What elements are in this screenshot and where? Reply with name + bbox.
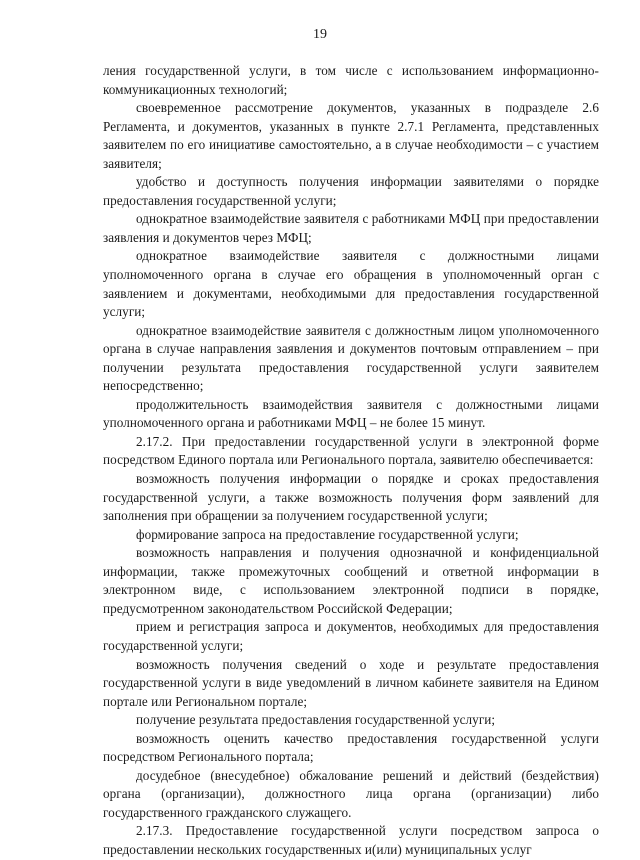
section-paragraph: 2.17.3. Предоставление государственной услуги посредством запроса о предоставлении нескольких государственных и(или) муниципальных услуг	[103, 823, 599, 857]
paragraph: удобство и доступность получения информации заявителями о порядке предоставления государственной услуги;	[103, 174, 599, 208]
paragraph: возможность получения сведений о ходе и результате предоставления государственной услуги в виде уведомлений в личном кабинете заявителя на Едином портале или Региональном портале;	[103, 656, 599, 709]
paragraph: однократное взаимодействие заявителя с работниками МФЦ при предоставлении заявления и документов через МФЦ;	[103, 211, 599, 245]
section-paragraph: 2.17.2. При предоставлении государственной услуги в электронной форме посредством Единого портала или Регионального портала, заявителю обеспечивается:	[103, 433, 599, 468]
paragraph: однократное взаимодействие заявителя с должностным лицом уполномоченного органа в случае направления заявления и документов почтовым отправлением – при получении результата предоставления государственной услуги заявителем непосредственно;	[103, 322, 599, 394]
paragraph: продолжительность взаимодействия заявителя с должностными лицами уполномоченного органа и работниками МФЦ – не более 15 минут.	[103, 396, 599, 431]
paragraph: получение результата предоставления государственной услуги;	[136, 712, 496, 728]
paragraph: возможность направления и получения однозначной и конфиденциальной информации, также промежуточных сообщений и ответной информации в электронном виде, с использованием электронной подписи в порядке, предусмотренном законодательством Российской Федерации;	[103, 545, 599, 616]
paragraph: ления государственной услуги, в том числе с использованием информационно-коммуникационных технологий;	[103, 63, 599, 97]
paragraph: своевременное рассмотрение документов, указанных в подразделе 2.6 Регламента, и документов, указанных в пункте 2.7.1 Регламента, представленных заявителем по его инициативе самостоятельно, а в случае необходимости – с участием заявителя;	[103, 100, 599, 171]
document-body	[103, 62, 599, 860]
paragraph: однократное взаимодействие заявителя с должностными лицами уполномоченного органа в случае его обращения в уполномоченный орган с заявлением и документами, необходимыми для предоставления государственной услуги;	[103, 248, 599, 320]
paragraph: формирование запроса на предоставление государственной услуги;	[136, 526, 519, 542]
paragraph: прием и регистрация запроса и документов, необходимых для предоставления государственной услуги;	[103, 619, 599, 653]
paragraph: возможность получения информации о порядке и сроках предоставления государственной услуги, а также возможность получения форм заявлений для заполнения при обращении за получением государственной услуги;	[103, 471, 599, 524]
page-number: 19	[313, 27, 327, 42]
paragraph: досудебное (внесудебное) обжалование решений и действий (бездействия) органа (организации), должностного лица органа (организации) либо государственного гражданского служащего.	[103, 767, 599, 820]
paragraph: возможность оценить качество предоставления государственной услуги посредством Регионального портала;	[103, 730, 599, 765]
